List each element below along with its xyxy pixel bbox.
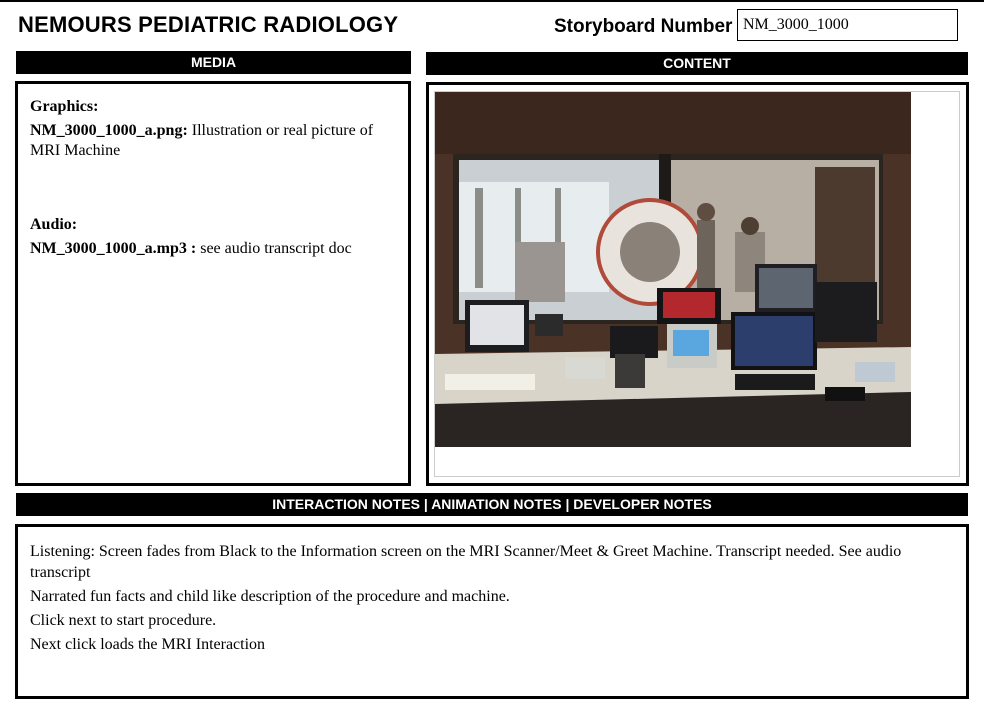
notes-line: Narrated fun facts and child like description of the procedure and machine. (30, 588, 510, 605)
audio-entry (30, 239, 400, 259)
notes-header-bar: INTERACTION NOTES | ANIMATION NOTES | DEVELOPER NOTES (16, 493, 968, 516)
storyboard-number-label: Storyboard Number (554, 16, 733, 37)
notes-panel (15, 524, 969, 699)
content-panel (426, 82, 969, 486)
content-header-bar: CONTENT (426, 52, 968, 75)
audio-heading: Audio: (30, 216, 78, 233)
notes-line: Next click loads the MRI Interaction (30, 636, 266, 653)
media-header-bar: MEDIA (16, 51, 411, 74)
graphics-description: Illustration or real picture of MRI Machine (30, 122, 374, 159)
notes-text (30, 541, 950, 658)
image-frame (434, 91, 960, 477)
top-rule (0, 0, 984, 2)
graphics-heading: Graphics: (30, 98, 99, 115)
page-title: NEMOURS PEDIATRIC RADIOLOGY (18, 12, 399, 37)
mri-control-room-photo (435, 92, 911, 447)
graphics-filename: NM_3000_1000_a.png: (30, 122, 188, 139)
notes-line: Click next to start procedure. (30, 612, 217, 629)
media-text (30, 97, 400, 263)
audio-filename: NM_3000_1000_a.mp3 : (30, 240, 197, 257)
media-panel (15, 81, 411, 486)
storyboard-number-field[interactable]: NM_3000_1000 (737, 9, 958, 41)
audio-description: see audio transcript doc (196, 240, 352, 257)
notes-line: Listening: Screen fades from Black to the Information screen on the MRI Scanner/Meet & Greet Machine. Transcript needed. See audio transcript (30, 543, 902, 581)
graphics-entry (30, 121, 400, 161)
